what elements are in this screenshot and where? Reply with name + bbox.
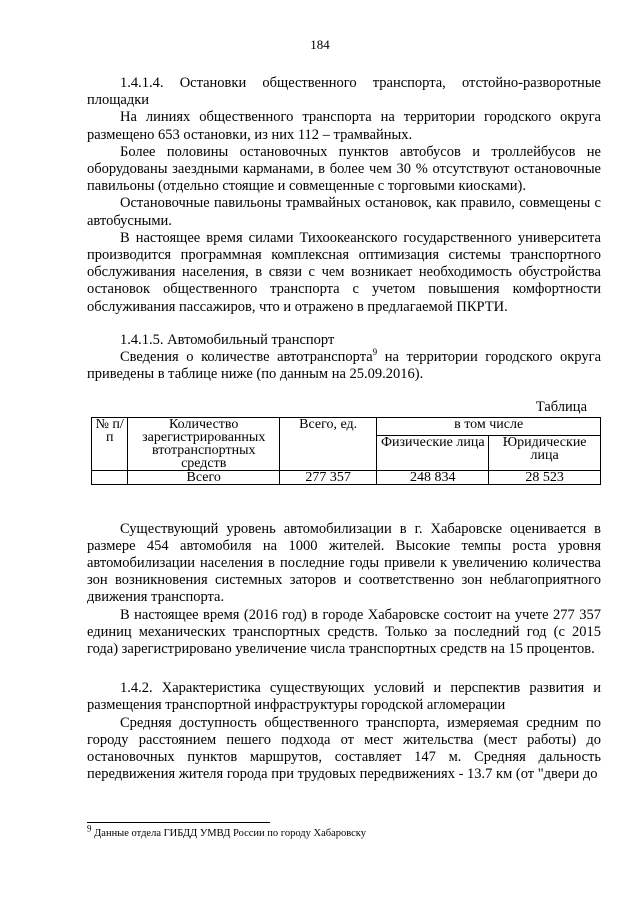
paragraph: Более половины остановочных пунктов автобусов и троллейбусов не оборудованы заездными карманами, в более чем 30 % отсутствуют остановочные павильоны (отдельно стоящие и совмещенные с торговыми киосками). bbox=[87, 143, 601, 195]
header-total: Всего, ед. bbox=[280, 417, 377, 470]
table-row bbox=[92, 470, 601, 484]
cell-label: Всего bbox=[128, 470, 280, 484]
table-caption: Таблица bbox=[535, 399, 587, 416]
paragraph: В настоящее время силами Тихоокеанского государственного университета производится программная комплексная оптимизация системы транспортного обслуживания населения, в связи с чем возникает необходимость обустройства остановок общественного транспорта с учетом повышения комфортности обслуживания пассажиров, что и отражено в предлагаемой ПКРТИ. bbox=[87, 229, 601, 315]
paragraph: Средняя доступность общественного транспорта, измеряемая средним по городу расстоянием пешего подхода от мест жительства (мест работы) до остановочных пунктов маршрутов, составляет 147 м. Средняя дальность передвижения жителя города при трудовых передвижениях - 13.7 км (от "двери до bbox=[87, 714, 601, 783]
vehicle-statistics-table bbox=[91, 417, 601, 485]
cell-legal: 28 523 bbox=[489, 470, 601, 484]
paragraph: В настоящее время (2016 год) в городе Хабаровске состоит на учете 277 357 единиц механических транспортных средств. Только за последний год (с 2015 года) зарегистрировано увеличение числа транспортных средств на 15 процентов. bbox=[87, 606, 601, 658]
footnote-mark: 9 bbox=[87, 823, 92, 834]
footnote bbox=[87, 823, 366, 839]
paragraph: Существующий уровень автомобилизации в г. Хабаровске оценивается в размере 454 автомобиля на 1000 жителей. Высокие темпы роста уровня автомобилизации населения в последние годы привели к увеличению количества зон возникновения системных заторов и соответственно зон неблагоприятного движения транспорта. bbox=[87, 520, 601, 606]
table-intro-paragraph bbox=[87, 349, 601, 383]
footnote-reference[interactable]: 9 bbox=[372, 347, 378, 358]
header-including: в том числе bbox=[377, 417, 601, 435]
header-physical-persons: Физические лица bbox=[377, 435, 489, 470]
page-number: 184 bbox=[310, 37, 330, 52]
section-heading-1415: 1.4.1.5. Автомобильный транспорт bbox=[120, 331, 335, 348]
section-heading-142: 1.4.2. Характеристика существующих условий и перспектив развития и размещения транспортной инфраструктуры городской агломерации bbox=[87, 680, 601, 714]
cell-number bbox=[92, 470, 128, 484]
header-quantity: Количество зарегистрированных втотранспортных средств bbox=[128, 417, 280, 470]
header-legal-entities: Юридические лица bbox=[489, 435, 601, 470]
intro-text: Сведения о количестве автотранспорта bbox=[120, 349, 373, 366]
page-body bbox=[87, 75, 601, 784]
header-number: № п/п bbox=[92, 417, 128, 470]
paragraph: Остановочные павильоны трамвайных остановок, как правило, совмещены с автобусными. bbox=[87, 195, 601, 229]
section-heading-1414: 1.4.1.4. Остановки общественного транспорта, отстойно-разворотные площадки bbox=[87, 75, 601, 109]
cell-physical: 248 834 bbox=[377, 470, 489, 484]
intro-text: на территории городского округа приведены в таблице ниже (по данным на 25.09.2016). bbox=[87, 349, 602, 383]
footnote-divider bbox=[87, 822, 270, 823]
cell-total: 277 357 bbox=[280, 470, 377, 484]
paragraph: На линиях общественного транспорта на территории городского округа размещено 653 остановки, из них 112 – трамвайных. bbox=[87, 109, 601, 143]
footnote-text: Данные отдела ГИБДД УМВД России по городу Хабаровску bbox=[91, 828, 366, 839]
